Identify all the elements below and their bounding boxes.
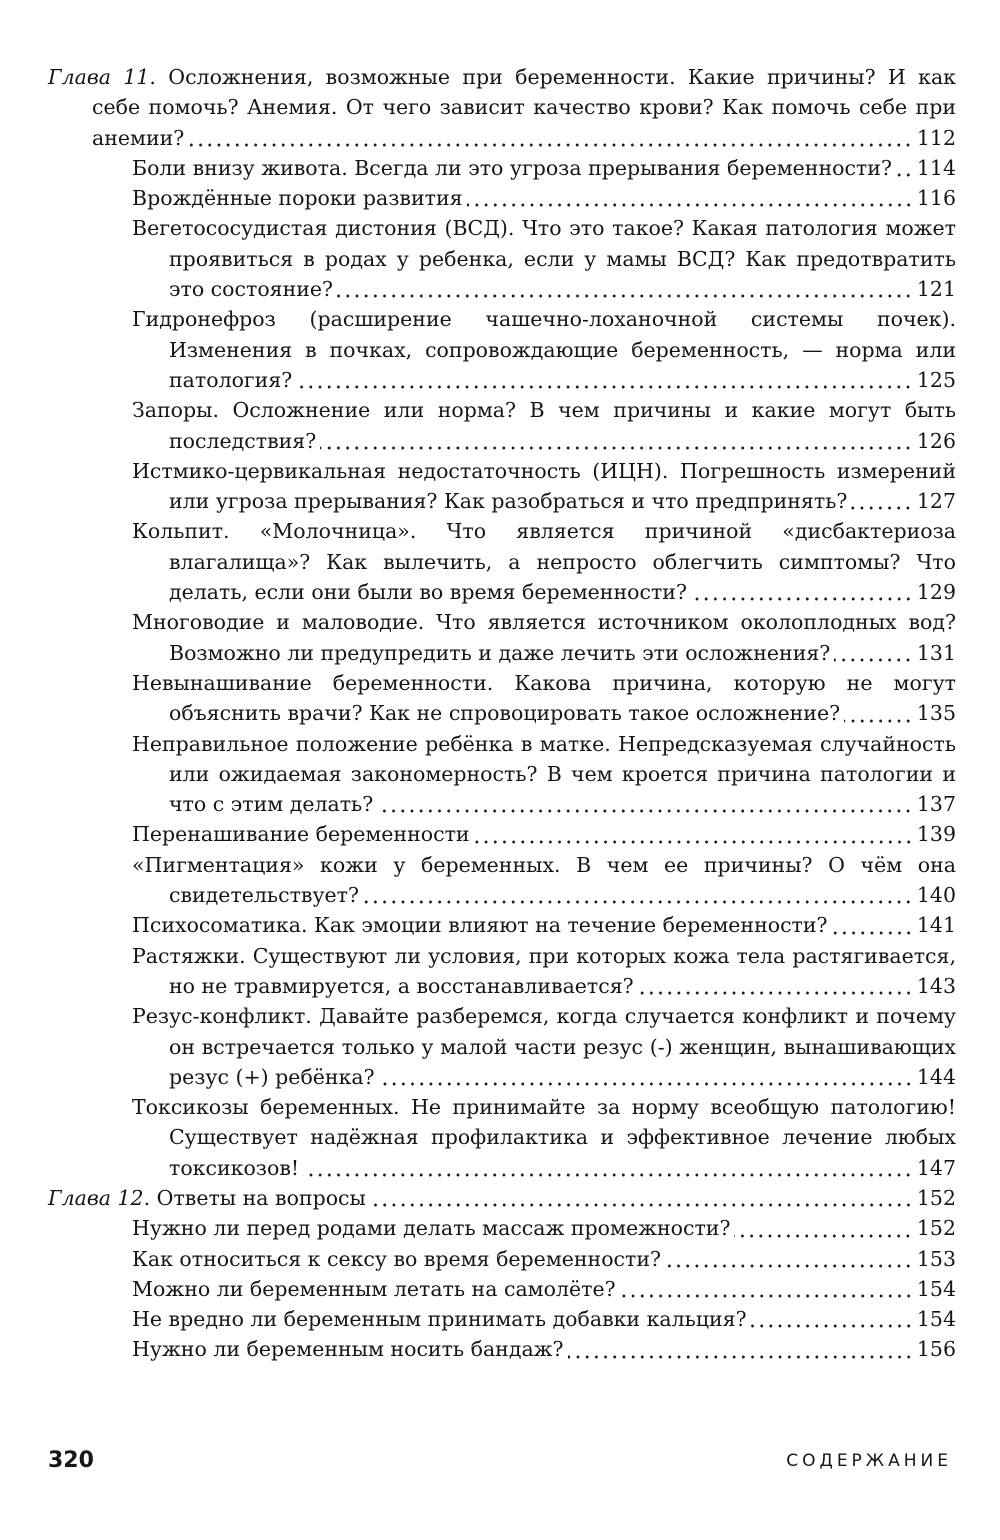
chapter-label: Глава 11 (48, 65, 150, 89)
toc-entry[interactable] (132, 607, 956, 668)
toc-entry-title: Можно ли беременным летать на самолёте? (132, 1277, 620, 1301)
toc-entry[interactable] (132, 1092, 956, 1183)
dot-leader (467, 203, 913, 207)
toc-entry[interactable] (132, 1001, 956, 1092)
page-ref: 141 (913, 910, 956, 940)
page-ref: 135 (913, 698, 956, 728)
toc-entry[interactable] (132, 1213, 956, 1243)
page-ref: 147 (913, 1153, 956, 1183)
toc-chapter-entry[interactable] (48, 1183, 956, 1213)
dot-leader (844, 719, 913, 723)
toc-entry[interactable] (132, 941, 956, 1002)
toc-entry-title: Психосоматика. Как эмоции влияют на течение беременности? (132, 913, 832, 937)
dot-leader (691, 597, 913, 601)
toc-entry[interactable] (132, 819, 956, 849)
page-ref: 156 (913, 1334, 956, 1364)
toc-entry-title: Перенашивание беременности (132, 822, 474, 846)
toc-entry[interactable] (132, 183, 956, 213)
page-ref: 125 (913, 365, 956, 395)
page-ref: 154 (913, 1304, 956, 1334)
dot-leader (832, 931, 913, 935)
page-ref: 131 (913, 638, 956, 668)
toc-entry-title: Истмико-цервикальная недостаточность (ИЦН). Погрешность измерений или угроза прерывания? Как разобраться и что предпринять? (132, 458, 956, 514)
page-ref: 129 (913, 577, 956, 607)
chapter-title: . Осложнения, возможные при беременности. Какие причины? И как себе помочь? Анемия. От чего зависит качество крови? Как помочь себе при анемии? (92, 65, 956, 150)
toc-entry-title: Нужно ли перед родами делать массаж промежности? (132, 1216, 734, 1240)
page-ref: 144 (913, 1062, 956, 1092)
dot-leader (474, 840, 913, 844)
toc-entry-title: Многоводие и маловодие. Что является источником околоплодных вод? Возможно ли предупредить и даже лечить эти осложнения? (132, 610, 956, 665)
dot-leader (734, 1234, 912, 1238)
toc-entry-title: Боли внизу живота. Всегда ли это угроза прерывания беременности? (132, 156, 896, 180)
toc-entry-title: Неправильное положение ребёнка в матке. Непредсказуемая случайность или ожидаемая закономерность? В чем кроется причина патологии и что с этим делать? (132, 731, 956, 817)
toc-entry-title: Невынашивание беременности. Какова причина, которую не могут объяснить врачи? Как не спровоцировать такое осложнение? (132, 670, 956, 726)
toc-entry[interactable] (132, 1244, 956, 1274)
dot-leader (303, 1173, 913, 1177)
toc-entry-title: Токсикозы беременных. Не принимайте за норму всеобщую патологию! Существует надёжная профилактика и эффективное лечение любых токсикозов! (132, 1095, 956, 1180)
page-ref: 112 (913, 123, 956, 153)
chapter-title: . Ответы на вопросы (143, 1185, 366, 1210)
page-ref: 152 (913, 1183, 956, 1213)
dot-leader (296, 385, 913, 389)
chapter-12-items (48, 1213, 956, 1364)
toc-entry-title: Запоры. Осложнение или норма? В чем причины и какие могут быть последствия? (132, 398, 956, 453)
page-ref: 121 (913, 274, 956, 304)
chapter-11 (48, 62, 956, 1183)
dot-leader (638, 991, 913, 995)
toc-entry[interactable] (132, 668, 956, 729)
toc-entry-title: «Пигментация» кожи у беременных. В чем ее причины? О чём она свидетельствует? (132, 852, 956, 908)
toc-entry[interactable] (132, 213, 956, 304)
toc-chapter-entry[interactable] (48, 62, 956, 153)
toc-entry[interactable] (132, 304, 956, 395)
page-ref: 114 (913, 153, 956, 183)
page-ref: 153 (913, 1244, 956, 1274)
page-ref: 137 (913, 789, 956, 819)
toc-entry-title: Как относиться к сексу во время беременности? (132, 1247, 665, 1271)
dot-leader (337, 294, 913, 298)
toc-entry-title: Резус-конфликт. Давайте разберемся, когда случается конфликт и почему он встречается только у малой части резус (-) женщин, вынашивающих резус (+) ребёнка? (132, 1004, 956, 1089)
toc-entry-title: Нужно ли беременным носить бандаж? (132, 1337, 568, 1361)
dot-leader (834, 658, 913, 662)
toc-entry[interactable] (132, 729, 956, 820)
dot-leader (568, 1355, 913, 1359)
dot-leader (620, 1294, 913, 1298)
dot-leader (363, 900, 913, 904)
toc-entry[interactable] (132, 395, 956, 456)
table-of-contents (48, 62, 956, 1365)
page-ref: 152 (913, 1213, 956, 1243)
toc-entry-title: Вегетососудистая дистония (ВСД). Что это такое? Какая патология может проявиться в родах у ребенка, если у мамы ВСД? Как предотвратить это состояние? (132, 216, 956, 302)
chapter-11-items (48, 153, 956, 1183)
page-ref: 139 (913, 819, 956, 849)
toc-entry[interactable] (132, 456, 956, 517)
dot-leader (896, 173, 913, 177)
toc-entry[interactable] (132, 1304, 956, 1334)
toc-entry-title: Врождённые пороки развития (132, 186, 467, 210)
page-ref: 140 (913, 880, 956, 910)
dot-leader (751, 1324, 913, 1328)
toc-entry-title: Не вредно ли беременным принимать добавки кальция? (132, 1307, 751, 1331)
toc-entry-title: Кольпит. «Молочница». Что является причиной «дисбактериоза влагалища»? Как вылечить, а непросто облегчить симптомы? Что делать, если они были во время беременности? (132, 519, 956, 605)
page-ref: 116 (913, 183, 956, 213)
toc-entry[interactable] (132, 910, 956, 940)
toc-entry[interactable] (132, 1334, 956, 1364)
dot-leader (379, 1082, 913, 1086)
dot-leader (370, 1203, 913, 1207)
toc-entry[interactable] (132, 153, 956, 183)
toc-entry[interactable] (132, 516, 956, 607)
chapter-12 (48, 1183, 956, 1365)
page-ref: 126 (913, 426, 956, 456)
page-footer (48, 1448, 952, 1478)
chapter-label: Глава 12 (48, 1185, 144, 1210)
toc-entry-title: Гидронефроз (расширение чашечно-лоханочной системы почек). Изменения в почках, сопровождающие беременность, — норма или патология? (132, 307, 956, 392)
dot-leader (665, 1264, 913, 1268)
toc-entry[interactable] (132, 850, 956, 911)
dot-leader (377, 809, 913, 813)
dot-leader (851, 506, 913, 510)
running-footer-section: СОДЕРЖАНИЕ (786, 1451, 952, 1471)
dot-leader (188, 143, 913, 147)
toc-entry[interactable] (132, 1274, 956, 1304)
page-number: 320 (48, 1448, 94, 1473)
page-ref: 154 (913, 1274, 956, 1304)
toc-entry-title: Растяжки. Существуют ли условия, при которых кожа тела растягивается, но не травмируется, а восстанавливается? (132, 943, 956, 998)
page-ref: 143 (913, 971, 956, 1001)
page-ref: 127 (913, 486, 956, 516)
dot-leader (320, 446, 913, 450)
